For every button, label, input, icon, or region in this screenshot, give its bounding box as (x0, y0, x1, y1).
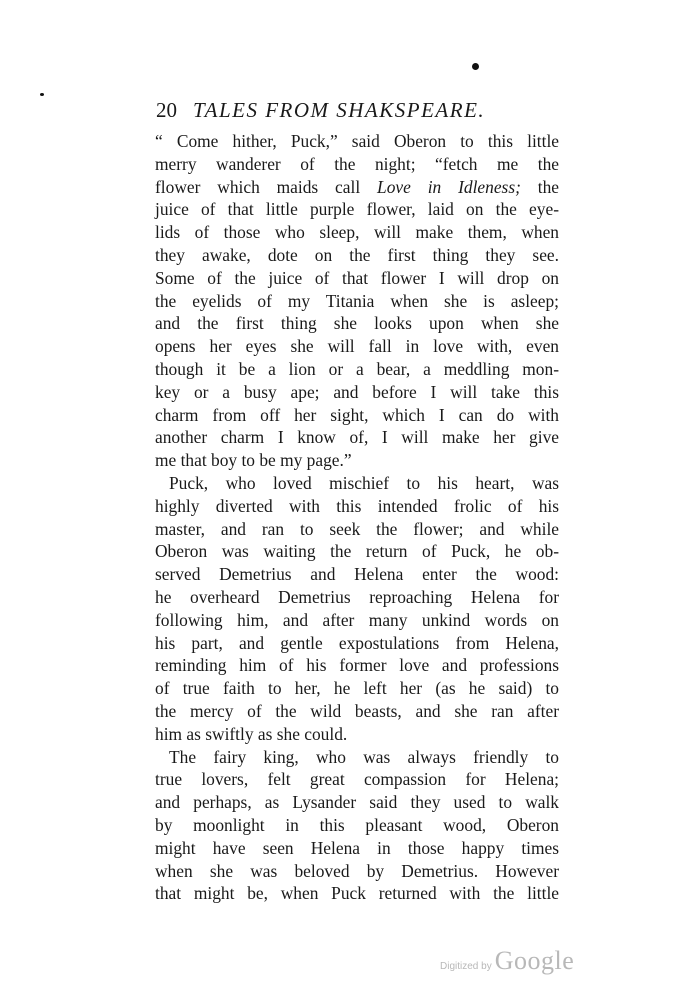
text-line: The fairy king, who was always friendly to (169, 746, 559, 767)
digitized-by-google-watermark (440, 946, 574, 976)
ink-dot-mark (472, 63, 479, 70)
text-line: juice of that little purple flower, laid on the eye- (155, 199, 559, 220)
ink-speck-mark (40, 93, 44, 96)
text-line: Oberon was waiting the return of Puck, he ob- (155, 541, 559, 562)
text-line: reminding him of his former love and professions (155, 655, 559, 676)
text-line: though it be a lion or a bear, a meddling mon- (155, 358, 559, 379)
paragraph-3 (155, 746, 559, 906)
text-line: when she was beloved by Demetrius. However (155, 860, 559, 881)
italic-phrase: Love in Idleness; (377, 176, 521, 197)
google-logo: Google (494, 946, 575, 975)
page-number: 20 (156, 98, 177, 122)
text-line: of true faith to her, he left her (as he said) to (155, 678, 559, 699)
text-line: lids of those who sleep, will make them, when (155, 222, 559, 243)
text-line: and perhaps, as Lysander said they used to walk (155, 792, 559, 813)
text-line: him as swiftly as she could. (155, 723, 348, 744)
text-fragment: the (520, 176, 560, 197)
text-line: merry wanderer of the night; “fetch me the (155, 153, 559, 174)
text-fragment: flower which maids call (155, 176, 378, 197)
text-line: master, and ran to seek the flower; and while (155, 518, 559, 539)
text-line: served Demetrius and Helena enter the wood: (155, 564, 559, 585)
text-line: might have seen Helena in those happy times (155, 837, 559, 858)
text-line: following him, and after many unkind words on (155, 609, 559, 630)
text-line: the eyelids of my Titania when she is asleep; (155, 290, 559, 311)
paragraph-1 (155, 130, 559, 472)
text-line: highly diverted with this intended frolic of his (155, 495, 559, 516)
text-line: the mercy of the wild beasts, and she ran after (155, 700, 559, 721)
text-line: and the first thing she looks upon when she (155, 313, 559, 334)
running-title: TALES FROM SHAKSPEARE. (193, 98, 486, 122)
text-line: me that boy to be my page.” (155, 450, 352, 471)
text-line: opens her eyes she will fall in love with, even (155, 336, 559, 357)
body-text (155, 130, 559, 905)
text-line: that might be, when Puck returned with the little (155, 883, 559, 904)
text-line: Puck, who loved mischief to his heart, was (169, 472, 559, 493)
text-line-with-italic (155, 176, 559, 199)
text-line: by moonlight in this pleasant wood, Oberon (155, 814, 559, 835)
text-line: “ Come hither, Puck,” said Oberon to this little (155, 131, 559, 151)
text-line: another charm I know of, I will make her give (155, 427, 559, 448)
paragraph-2 (155, 472, 559, 746)
text-line: he overheard Demetrius reproaching Helena for (155, 586, 559, 607)
watermark-prefix: Digitized by (440, 961, 492, 972)
page-header (156, 98, 556, 126)
text-line: Some of the juice of that flower I will drop on (155, 267, 559, 288)
text-line: his part, and gentle expostulations from Helena, (155, 632, 559, 653)
text-line: true lovers, felt great compassion for Helena; (155, 769, 559, 790)
text-line: they awake, dote on the first thing they see. (155, 244, 559, 265)
text-line: key or a busy ape; and before I will take this (155, 381, 559, 402)
text-line: charm from off her sight, which I can do with (155, 404, 559, 425)
